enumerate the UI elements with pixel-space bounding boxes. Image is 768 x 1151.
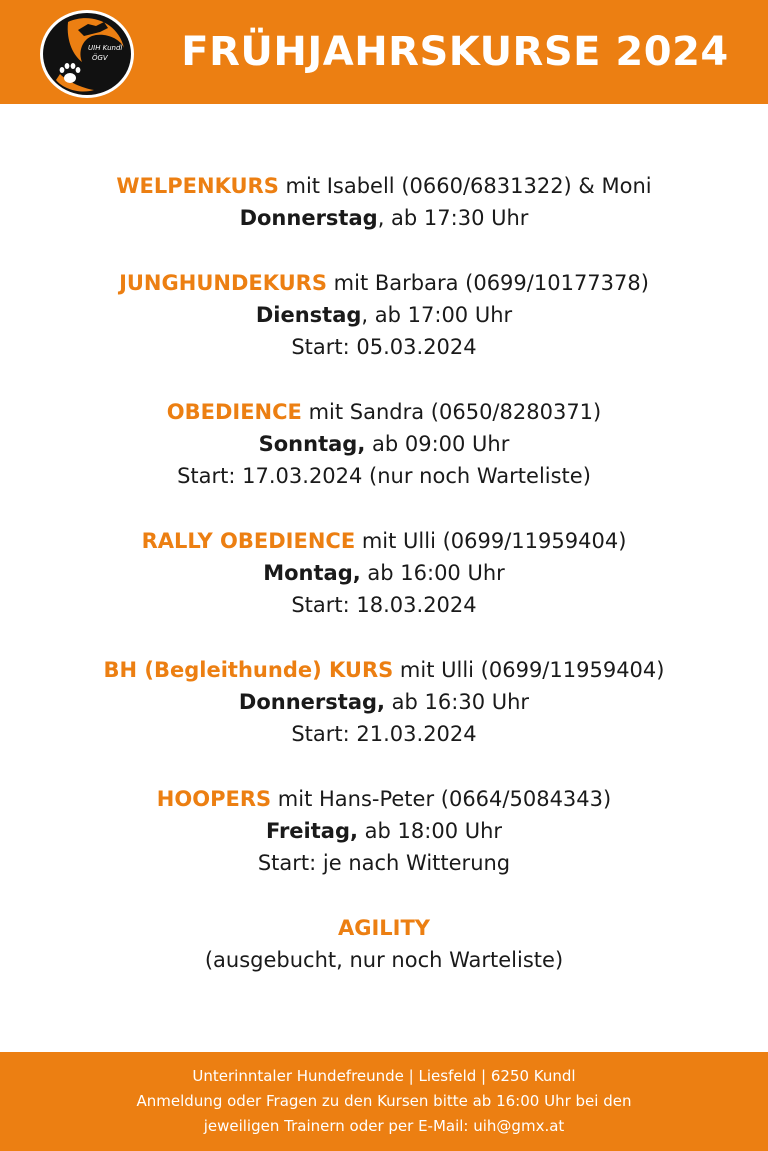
course-junghundekurs [0,267,768,363]
footer-contact-line2: jeweiligen Trainern oder per E-Mail: uih@gmx.at [203,1117,565,1135]
course-name: BH (Begleithunde) KURS [103,658,394,682]
course-start: Start: 18.03.2024 [291,593,477,617]
footer-contact-line1: Anmeldung oder Fragen zu den Kursen bitte ab 16:00 Uhr bei den [136,1092,632,1110]
course-schedule [0,686,768,718]
course-welpenkurs [0,170,768,234]
course-time: , ab 17:00 Uhr [361,303,513,327]
header-banner [0,0,768,104]
course-heading [0,267,768,299]
course-heading [0,170,768,202]
logo-subtext: ÖGV [92,54,108,62]
course-trainer: mit Sandra (0650/8280371) [301,400,602,424]
course-time: , ab 17:30 Uhr [377,206,529,230]
course-day: Sonntag, [258,432,366,456]
course-trainer: mit Barbara (0699/10177378) [326,271,649,295]
course-heading [0,525,768,557]
course-day: Dienstag [255,303,362,327]
course-bh-kurs [0,654,768,750]
course-trainer: mit Ulli (0699/11959404) [355,529,627,553]
course-day: Freitag, [265,819,358,843]
course-heading [0,783,768,815]
course-start: Start: 17.03.2024 (nur noch Warteliste) [177,464,591,488]
course-rally-obedience [0,525,768,621]
course-start: Start: 21.03.2024 [291,722,477,746]
course-day: Montag, [263,561,361,585]
course-heading [0,654,768,686]
course-schedule [0,815,768,847]
course-trainer: mit Ulli (0699/11959404) [393,658,665,682]
course-agility [0,912,768,976]
course-name: RALLY OBEDIENCE [141,529,356,553]
course-trainer: mit Hans-Peter (0664/5084343) [271,787,612,811]
course-note: (ausgebucht, nur noch Warteliste) [204,948,564,972]
footer-address: Unterinntaler Hundefreunde | Liesfeld | 6250 Kundl [192,1067,576,1085]
course-time: ab 16:30 Uhr [385,690,530,714]
course-schedule [0,299,768,331]
course-time: ab 16:00 Uhr [360,561,505,585]
logo-text: UIH Kundl [88,44,123,52]
course-hoopers [0,783,768,879]
course-time: ab 09:00 Uhr [365,432,510,456]
course-schedule [0,428,768,460]
course-name: AGILITY [337,916,431,940]
course-schedule [0,202,768,234]
course-name: OBEDIENCE [166,400,302,424]
course-start: Start: 05.03.2024 [291,335,477,359]
course-name: WELPENKURS [116,174,279,198]
course-day: Donnerstag [239,206,378,230]
course-trainer: mit Isabell (0660/6831322) & Moni [278,174,652,198]
course-day: Donnerstag, [238,690,385,714]
course-start: Start: je nach Witterung [257,851,511,875]
course-name: JUNGHUNDEKURS [119,271,327,295]
course-obedience [0,396,768,492]
page-title: FRÜHJAHRSKURSE 2024 [181,29,729,75]
course-time: ab 18:00 Uhr [357,819,503,843]
course-name: HOOPERS [156,787,272,811]
club-logo-icon [38,8,136,100]
course-list [0,170,768,1009]
footer-banner [0,1052,768,1151]
course-heading [0,396,768,428]
course-schedule [0,557,768,589]
